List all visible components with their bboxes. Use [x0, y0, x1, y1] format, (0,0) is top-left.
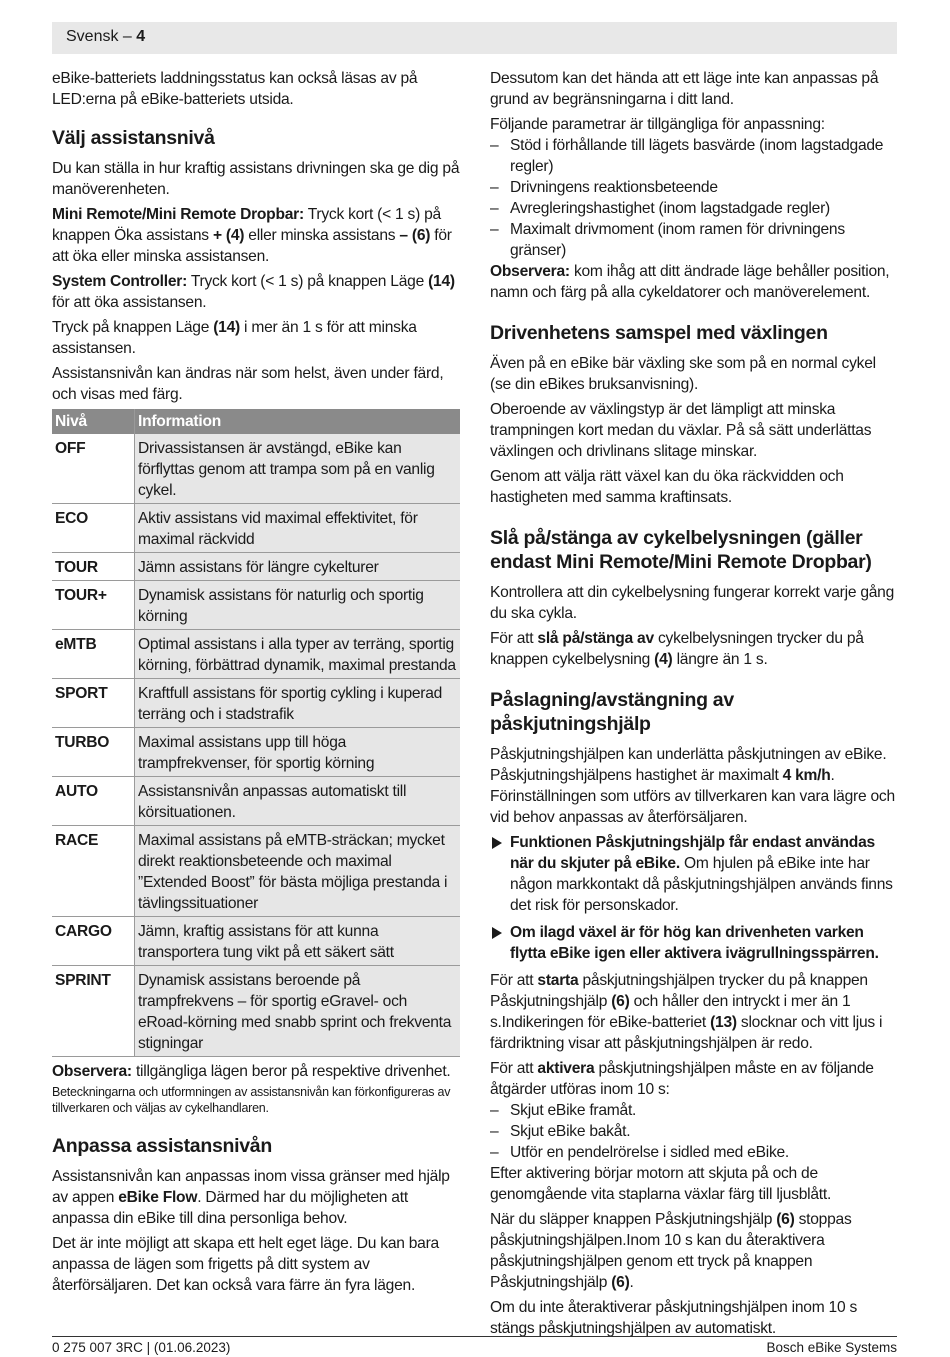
level-name: AUTO	[52, 777, 135, 826]
list-item: – Avregleringshastighet (inom lagstadgade regler)	[490, 198, 898, 219]
assist-paragraph-4: Tryck på knappen Läge (14) i mer än 1 s för att minska assistansen.	[52, 319, 417, 357]
table-row	[52, 966, 460, 1057]
level-info: Assistansnivån anpassas automatiskt till körsituationen.	[135, 777, 461, 826]
table-row	[52, 826, 460, 917]
section-title-assist-level: Välj assistansnivå	[52, 127, 215, 149]
level-info: Maximal assistans upp till höga trampfrekvenser, för sportig körning	[135, 728, 461, 777]
warning-triangle-icon	[492, 927, 502, 939]
list-item: – Utför en pendelrörelse i sidled med eBike.	[490, 1142, 898, 1163]
table-row	[52, 630, 460, 679]
footer-company: Bosch eBike Systems	[766, 1340, 897, 1355]
lights-paragraph-2: För att slå på/stänga av cykelbelysningen trycker du på knappen cykelbelysning (4) längre än 1 s.	[490, 630, 864, 668]
section-title-gear-shift: Drivenhetens samspel med växlingen	[490, 322, 828, 344]
level-info: Dynamisk assistans beroende på trampfrekvens – för sportig eGravel- och eRoad-körning med snabb sprint och frekventa stigningar	[135, 966, 461, 1057]
assist-paragraph-1: Du kan ställa in hur kraftig assistans drivningen ska ge dig på manöverenheten.	[52, 160, 460, 198]
level-info: Dynamisk assistans för naturlig och sportig körning	[135, 581, 461, 630]
observe-note: Observera: kom ihåg att ditt ändrade läge behåller position, namn och färg på alla cykeldatorer och manöverelement.	[490, 263, 890, 301]
level-info: Maximal assistans på eMTB-sträckan; mycket direkt reaktionsbeteende och maximal ”Extended Boost” för bästa möjliga prestanda i tävlingssituationer	[135, 826, 461, 917]
level-name: ECO	[52, 504, 135, 553]
level-name: TOUR+	[52, 581, 135, 630]
list-item: – Skjut eBike bakåt.	[490, 1121, 898, 1142]
adjust-paragraph-3: Dessutom kan det hända att ett läge inte kan anpassas på grund av begränsningarna i ditt land.	[490, 70, 879, 108]
warning-2: Om ilagd växel är för hög kan drivenheten varken flytta eBike igen eller aktivera ivägrullningsspärren.	[490, 922, 898, 964]
push-paragraph-6: Om du inte återaktiverar påskjutningshjälpen inom 10 s stängs påskjutningshjälpen av automatiskt.	[490, 1299, 858, 1337]
table-header-row	[52, 409, 460, 434]
modes-note: Observera: tillgängliga lägen beror på respektive drivenhet.	[52, 1063, 451, 1080]
level-info: Jämn, kraftig assistans för att kunna transportera tung vikt på ett säkert sätt	[135, 917, 461, 966]
section-title-adjust-assist: Anpassa assistansnivån	[52, 1135, 272, 1157]
header-lang: Svensk –	[66, 28, 137, 45]
gear-paragraph-2: Oberoende av växlingstyp är det lämpligt att minska trampningen kort medan du växlar. På så sätt underlättas växlingen och drivlinans slitage minskar.	[490, 401, 872, 460]
table-row	[52, 434, 460, 504]
table-row	[52, 777, 460, 826]
header-page-number: 4	[136, 28, 146, 45]
parameter-list	[490, 135, 898, 261]
table-row	[52, 504, 460, 553]
level-name: SPORT	[52, 679, 135, 728]
level-name: TOUR	[52, 553, 135, 581]
table-header-level: Nivå	[52, 409, 135, 434]
table-row	[52, 917, 460, 966]
level-info: Drivassistansen är avstängd, eBike kan förflyttas genom att trampa som på en vanlig cykel.	[135, 434, 461, 504]
level-name: eMTB	[52, 630, 135, 679]
assist-paragraph-3: System Controller: Tryck kort (< 1 s) på knappen Läge (14) för att öka assistansen.	[52, 273, 455, 311]
level-info: Optimal assistans i alla typer av terräng, sportig körning, förbättrad dynamik, maximal prestanda	[135, 630, 461, 679]
list-item: – Maximalt drivmoment (inom ramen för drivningens gränser)	[490, 219, 898, 261]
header-text	[66, 28, 145, 46]
page-footer	[52, 1336, 897, 1355]
push-paragraph-5: När du släpper knappen Påskjutningshjälp (6) stoppas påskjutningshjälpen.Inom 10 s kan du återaktivera påskjutningshjälpen genom ett tryck på knappen Påskjutningshjälp (6).	[490, 1211, 852, 1291]
level-info: Kraftfull assistans för sportig cykling i kuperad terräng och i stadstrafik	[135, 679, 461, 728]
level-info: Jämn assistans för längre cykelturer	[135, 553, 461, 581]
intro-paragraph: eBike-batteriets laddningsstatus kan också läsas av på LED:erna på eBike-batteriets utsida.	[52, 70, 418, 108]
assist-paragraph-2: Mini Remote/Mini Remote Dropbar: Tryck kort (< 1 s) på knappen Öka assistans + (4) eller minska assistans – (6) för att öka eller minska assistansen.	[52, 206, 452, 265]
level-name: OFF	[52, 434, 135, 504]
list-item: – Drivningens reaktionsbeteende	[490, 177, 898, 198]
footer-doc-id: 0 275 007 3RC | (01.06.2023)	[52, 1340, 231, 1355]
section-title-bike-lights: Slå på/stänga av cykelbelysningen (gäller endast Mini Remote/Mini Remote Dropbar)	[490, 527, 872, 573]
push-paragraph-2: För att starta påskjutningshjälpen trycker du på knappen Påskjutningshjälp (6) och håller den intryckt i mer än 1 s.Indikeringen för eBike-batteriet (13) slocknar och vitt ljus i färdriktning visar att påskjutningshjälpen är redo.	[490, 972, 883, 1052]
level-name: CARGO	[52, 917, 135, 966]
adjust-paragraph-1: Assistansnivån kan anpassas inom vissa gränser med hjälp av appen eBike Flow. Därmed har du möjligheten att anpassa din eBike till dina personliga behov.	[52, 1168, 450, 1227]
assist-paragraph-5: Assistansnivån kan ändras när som helst, även under färd, och visas med färg.	[52, 365, 444, 403]
assist-level-table	[52, 409, 460, 1057]
warning-1: Funktionen Påskjutningshjälp får endast användas när du skjuter på eBike. Om hjulen på eBike inte har någon markkontakt då påskjutningshjälpen används finns det risk för personskador.	[490, 832, 898, 916]
table-row	[52, 728, 460, 777]
warning-triangle-icon	[492, 837, 502, 849]
adjust-paragraph-4: Följande parametrar är tillgängliga för anpassning:	[490, 116, 825, 133]
push-paragraph-1: Påskjutningshjälpen kan underlätta påskjutningen av eBike. Påskjutningshjälpens hastighet är maximalt 4 km/h. Förinställningen som utförs av tillverkaren kan vara lägre och vid behov anpassas av återförsäljaren.	[490, 746, 895, 826]
table-row	[52, 581, 460, 630]
level-name: TURBO	[52, 728, 135, 777]
adjust-paragraph-2: Det är inte möjligt att skapa ett helt eget läge. Du kan bara anpassa de lägen som frigetts på ditt system av återförsäljaren. Det kan också vara färre än fyra lägen.	[52, 1235, 439, 1294]
level-info: Aktiv assistans vid maximal effektivitet, för maximal räckvidd	[135, 504, 461, 553]
section-title-push-assist: Påslagning/avstängning av påskjutningshjälp	[490, 689, 734, 735]
list-item: – Skjut eBike framåt.	[490, 1100, 898, 1121]
right-column	[490, 68, 898, 1343]
gear-paragraph-1: Även på en eBike bär växling ske som på en normal cykel (se din eBikes bruksanvisning).	[490, 355, 876, 393]
table-row	[52, 679, 460, 728]
lights-paragraph-1: Kontrollera att din cykelbelysning fungerar korrekt varje gång du ska cykla.	[490, 584, 895, 622]
action-list	[490, 1100, 898, 1163]
push-paragraph-3: För att aktivera påskjutningshjälpen måste en av följande åtgärder utföras inom 10 s:	[490, 1060, 874, 1098]
table-header-information: Information	[135, 409, 461, 434]
gear-paragraph-3: Genom att välja rätt växel kan du öka räckvidden och hastigheten med samma kraftinsats.	[490, 468, 844, 506]
push-paragraph-4: Efter aktivering börjar motorn att skjuta på och de genomgående vita staplarna växlar färg till ljusblått.	[490, 1165, 832, 1203]
list-item: – Stöd i förhållande till lägets basvärde (inom lagstadgade regler)	[490, 135, 898, 177]
table-row	[52, 553, 460, 581]
modes-small-note: Beteckningarna och utformningen av assistansnivån kan förkonfigureras av tillverkaren och väljas av cykelhandlaren.	[52, 1085, 451, 1115]
level-name: RACE	[52, 826, 135, 917]
page-header	[52, 22, 897, 54]
level-name: SPRINT	[52, 966, 135, 1057]
left-column	[52, 68, 460, 1300]
